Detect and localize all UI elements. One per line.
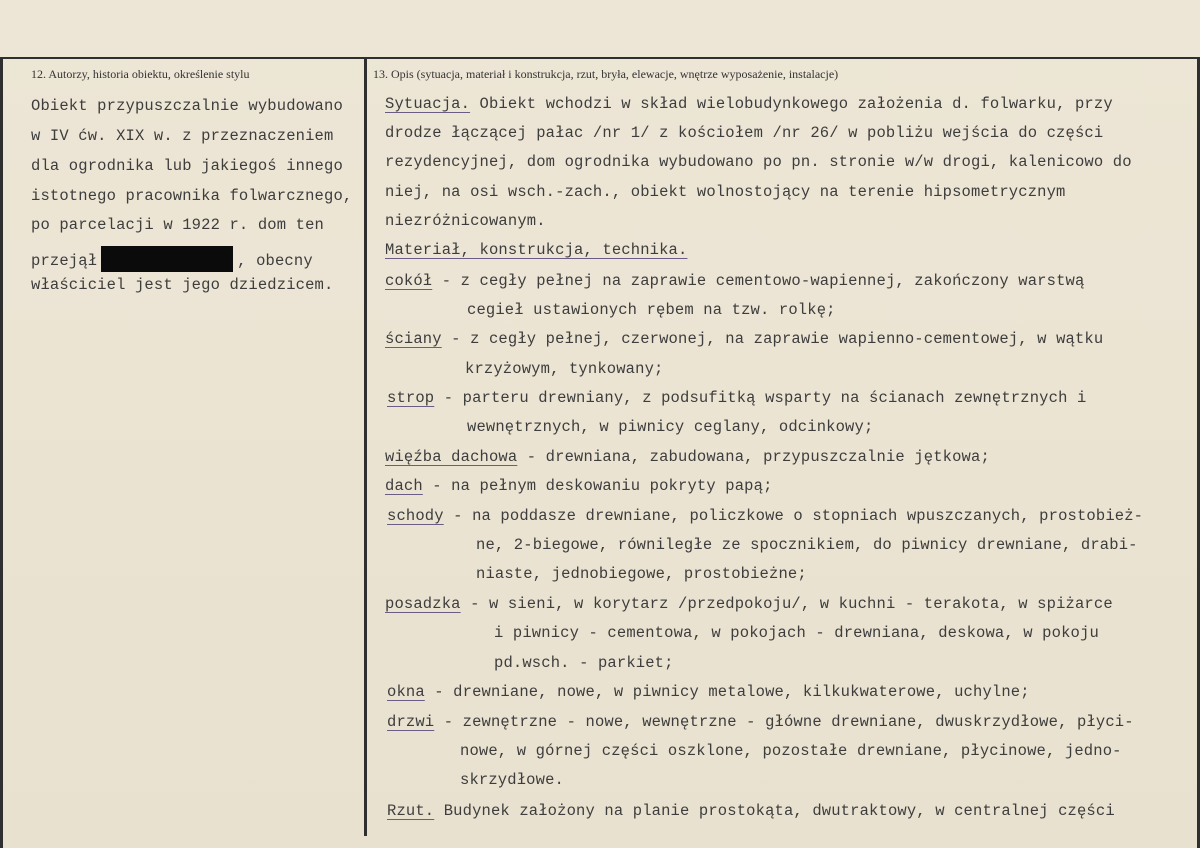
drzwi-label: drzwi [387,713,435,731]
schody-line-1 [387,507,1143,525]
drzwi-line-3: skrzydłowe. [460,771,564,789]
cokol-text-1: - z cegły pełnej na zaprawie cementowo-wapiennej, zakończony warstwą [441,272,1085,290]
posadzka-line-3: pd.wsch. - parkiet; [494,654,674,672]
drzwi-line-2: nowe, w górnej części oszklone, pozostałe drewniane, płycinowe, jedno- [460,742,1122,760]
situation-line-5: niezróżnicowanym. [385,212,546,230]
situation-label: Sytuacja. [385,95,471,113]
sciany-label: ściany [385,330,442,348]
wiezba-text-1: - drewniana, zabudowana, przypuszczalnie jętkowa; [526,448,990,466]
plan-label: Rzut. [387,802,435,820]
drzwi-text-1: - zewnętrzne - nowe, wewnętrzne - główne drewniane, dwuskrzydłowe, płyci- [443,713,1134,731]
sciany-text-1: - z cegły pełnej, czerwonej, na zaprawie wapienno-cementowej, w wątku [451,330,1104,348]
posadzka-line-2: i piwnicy - cementowa, w pokojach - drewniana, deskowa, w pokoju [494,624,1099,642]
column-divider [364,58,367,836]
drzwi-line-1 [387,713,1134,731]
cokol-label: cokół [385,272,433,290]
plan-text-1: Budynek założony na planie prostokąta, dwutraktowy, w centralnej części [443,802,1115,820]
situation-line-4: niej, na osi wsch.-zach., obiekt wolnostojący na terenie hipsometrycznym [385,183,1066,201]
situation-text-1: Obiekt wchodzi w skład wielobudynkowego założenia d. folwarku, przy [479,95,1113,113]
wiezba-label: więźba dachowa [385,448,518,466]
situation-line-2: drodze łączącej pałac /nr 1/ z kościołem /nr 26/ w pobliżu wejścia do części [385,124,1104,142]
sciany-line-2: krzyżowym, tynkowany; [465,360,664,378]
history-line-6-end: , obecny [237,252,313,270]
plan-line-1 [387,802,1115,820]
schody-line-3: niaste, jednobiegowe, prostobieżne; [476,565,807,583]
history-line-4: istotnego pracownika folwarcznego, [31,187,353,205]
history-line-2: w IV ćw. XIX w. z przeznaczeniem [31,127,334,145]
history-line-5: po parcelacji w 1922 r. dom ten [31,216,324,234]
history-line-7: właściciel jest jego dziedzicem. [31,276,334,294]
cokol-line-1 [385,272,1084,290]
wiezba-line-1 [385,448,990,466]
posadzka-line-1 [385,595,1113,613]
redaction-block [101,246,233,272]
okna-label: okna [387,683,425,701]
posadzka-label: posadzka [385,595,461,613]
schody-line-2: ne, 2-biegowe, równiległe ze spocznikiem, do piwnicy drewniane, drabi- [476,536,1138,554]
schody-label: schody [387,507,444,525]
sciany-line-1 [385,330,1103,348]
material-heading: Materiał, konstrukcja, technika. [385,241,688,259]
dach-label: dach [385,477,423,495]
section-13-heading: 13. Opis (sytuacja, materiał i konstrukcja, rzut, bryła, elewacje, wnętrze wyposażenie, instalacje) [373,67,839,81]
okna-text-1: - drewniane, nowe, w piwnicy metalowe, kilkukwaterowe, uchylne; [434,683,1030,701]
history-line-3: dla ogrodnika lub jakiegoś innego [31,157,343,175]
situation-line-1 [385,95,1113,113]
strop-line-1 [387,389,1086,407]
strop-line-2: wewnętrznych, w piwnicy ceglany, odcinkowy; [467,418,874,436]
strop-text-1: - parteru drewniany, z podsufitką wsparty na ścianach zewnętrznych i [443,389,1087,407]
dach-line-1 [385,477,773,495]
history-line-6-start: przejął [31,252,98,270]
history-line-1: Obiekt przypuszczalnie wybudowano [31,97,343,115]
section-12-heading: 12. Autorzy, historia obiektu, określenie stylu [31,67,250,81]
top-rule [0,57,1200,59]
okna-line-1 [387,683,1030,701]
strop-label: strop [387,389,435,407]
dach-text-1: - na pełnym deskowaniu pokryty papą; [432,477,773,495]
situation-line-3: rezydencyjnej, dom ogrodnika wybudowano po pn. stronie w/w drogi, kalenicowo do [385,153,1132,171]
cokol-line-2: cegieł ustawionych rębem na tzw. rolkę; [467,301,836,319]
history-line-6 [31,246,313,272]
posadzka-text-1: - w sieni, w korytarz /przedpokoju/, w kuchni - terakota, w spiżarce [470,595,1113,613]
left-border [0,58,3,848]
schody-text-1: - na poddasze drewniane, policzkowe o stopniach wpuszczanych, prostobież- [453,507,1144,525]
